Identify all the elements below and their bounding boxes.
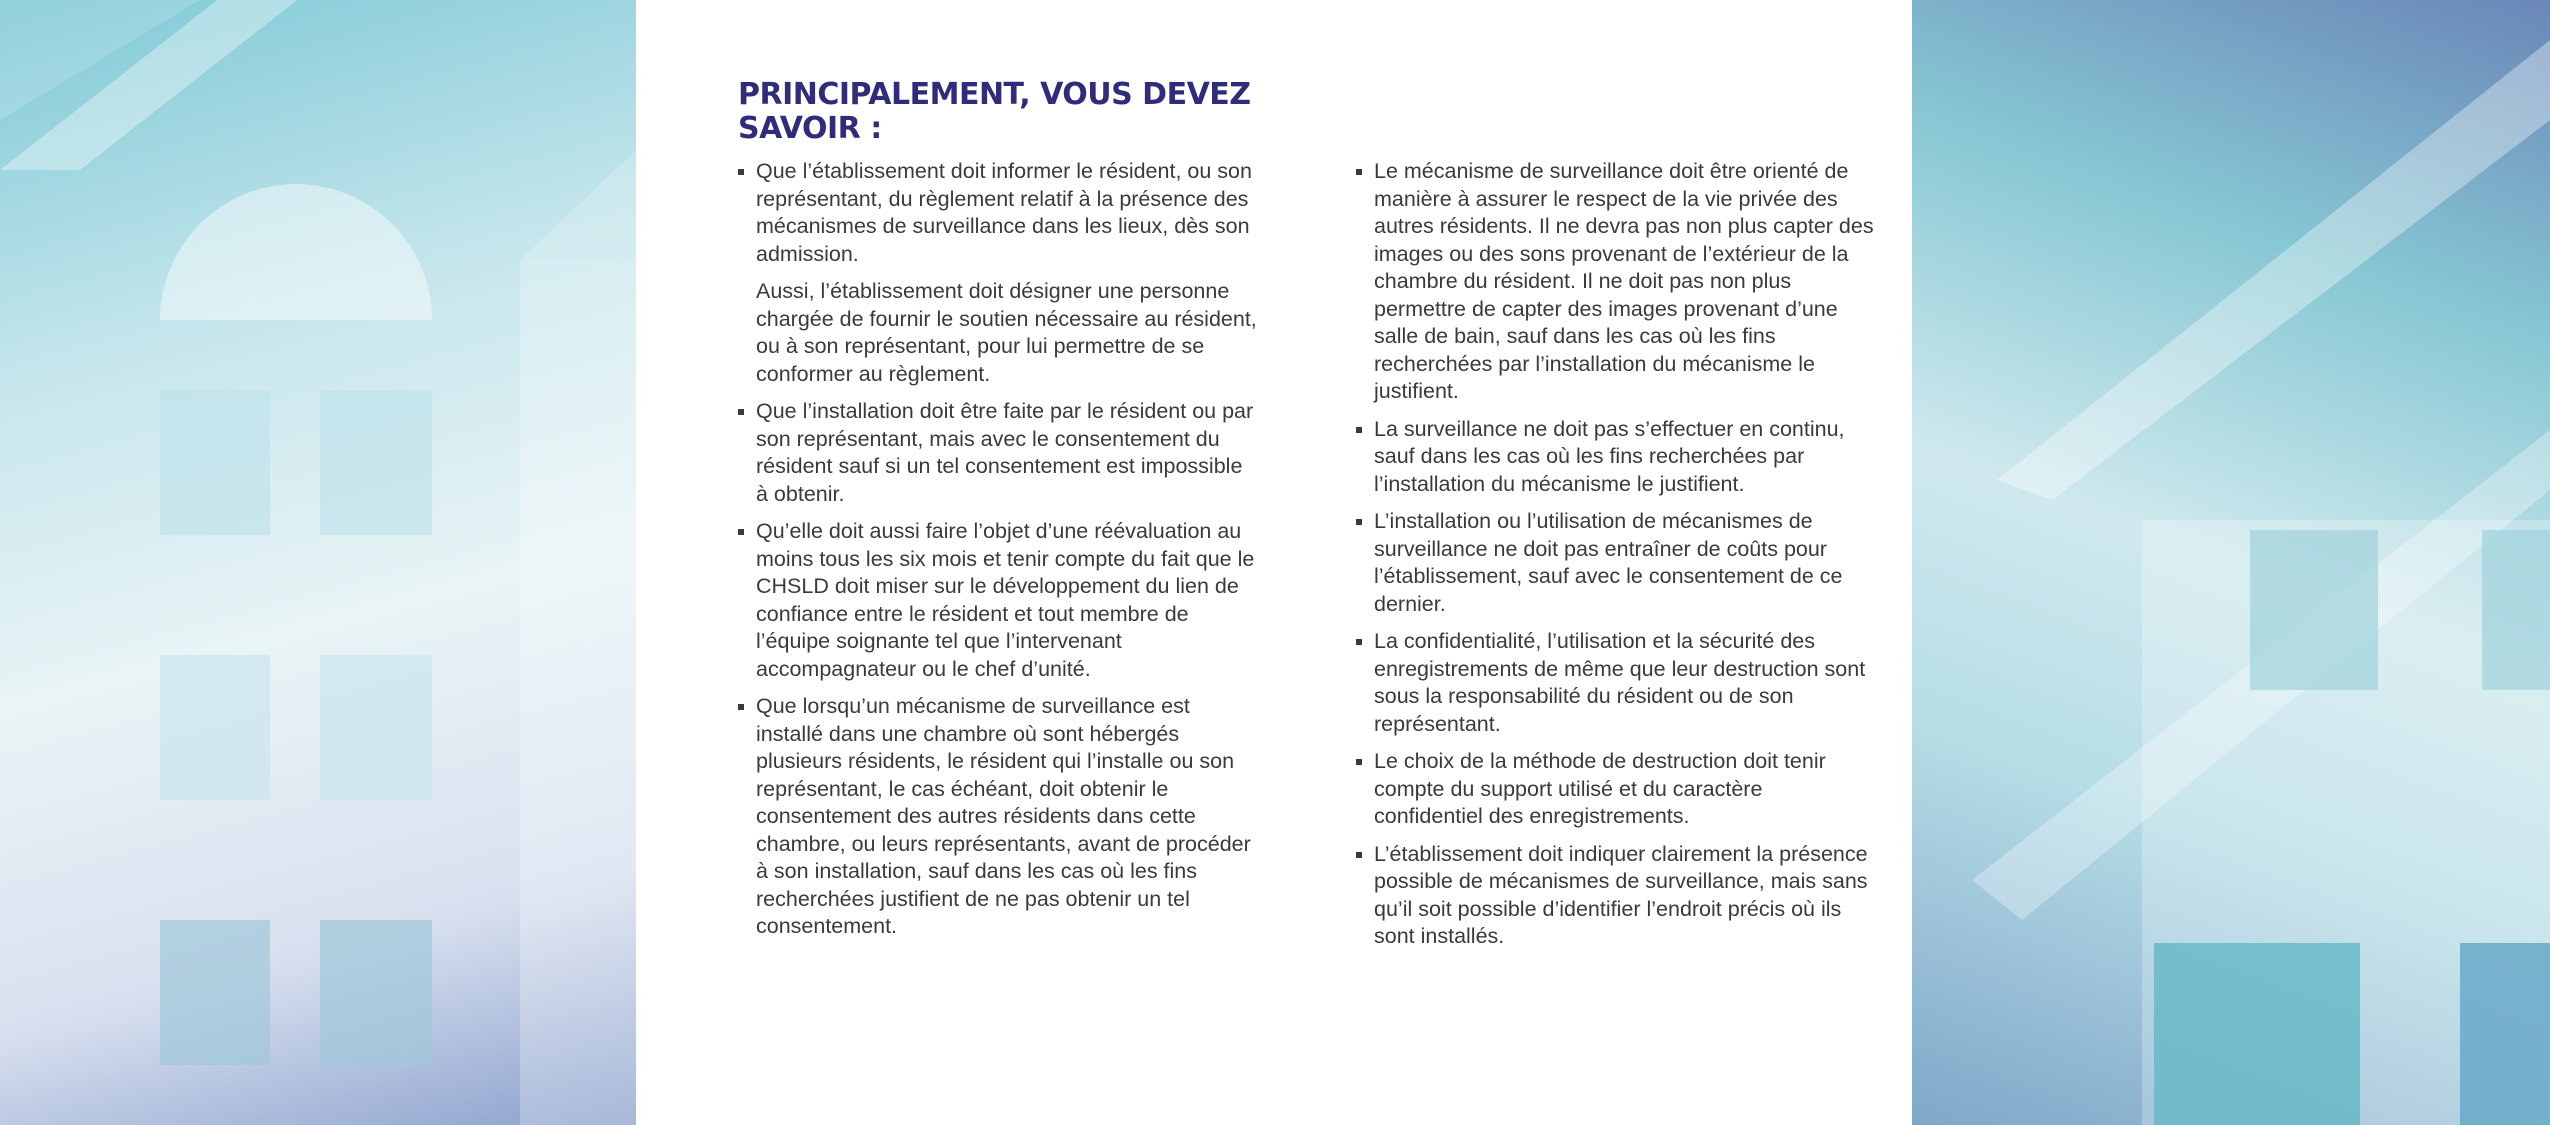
list-item (1356, 628, 1876, 738)
bullet-icon (1356, 519, 1362, 525)
bullet-icon (1356, 427, 1362, 433)
bullet-icon (1356, 639, 1362, 645)
list-item-text: La confidentialité, l’utilisation et la sécurité des enregistrements de même que leur destruction sont sous la responsabilité du résident ou de son représentant. (1374, 629, 1866, 736)
list-item-text: L’établissement doit indiquer clairement la présence possible de mécanismes de surveillance, mais sans qu’il soit possible d’identifier l’endroit précis où ils sont installés. (1374, 841, 1868, 948)
list-item-text: Que lorsqu’un mécanisme de surveillance est installé dans une chambre où sont hébergés plusieurs résidents, le résident qui l’installe ou son représentant, le cas échéant, doit obtenir le consentement des autres résidents dans cette chambre, ou leurs représentants, avant de procéder à son installation, sauf dans les cas où les fins recherchées justifient de ne pas obtenir un tel consentement. (756, 694, 1251, 938)
list-item (1356, 158, 1876, 406)
list-item (738, 693, 1258, 941)
list-item (738, 398, 1258, 508)
list-item-text: Le choix de la méthode de destruction doit tenir compte du support utilisé et du caractère confidentiel des enregistrements. (1374, 749, 1826, 828)
list-item-text: L’installation ou l’utilisation de mécanismes de surveillance ne doit pas entraîner de coûts pour l’établissement, sauf avec le consentement de ce dernier. (1374, 509, 1843, 616)
bullet-icon (738, 409, 744, 415)
list-item (1356, 508, 1876, 618)
list-item-text: Le mécanisme de surveillance doit être orienté de manière à assurer le respect de la vie privée des autres résidents. Il ne devra pas non plus capter des images ou des sons provenant de l’extérieur de la chambre du résident. Il ne doit pas non plus permettre de capter des images provenant d’une salle de bain, sauf dans les cas où les fins recherchées par l’installation du mécanisme le justifient. (1374, 159, 1874, 403)
bullet-icon (1356, 852, 1362, 858)
bullet-icon (738, 704, 744, 710)
list-item (1356, 748, 1876, 831)
list-item (738, 158, 1258, 388)
bullet-icon (738, 169, 744, 175)
house-illustration-right (1912, 0, 2550, 1125)
left-bullet-list (738, 158, 1258, 951)
list-item-text: Que l’installation doit être faite par le résident ou par son représentant, mais avec le consentement du résident sauf si un tel consentement est impossible à obtenir. (756, 399, 1254, 506)
right-decorative-panel (1912, 0, 2550, 1125)
list-item-text: Qu’elle doit aussi faire l’objet d’une réévaluation au moins tous les six mois et tenir compte du fait que le CHSLD doit miser sur le développement du lien de confiance entre le résident et tout membre de l’équipe soignante tel que l’intervenant accompagnateur ou le chef d’unité. (756, 519, 1255, 681)
bullet-icon (1356, 759, 1362, 765)
list-item (738, 518, 1258, 683)
right-bullet-list (1356, 158, 1876, 961)
section-heading: PRINCIPALEMENT, VOUS DEVEZ SAVOIR : (738, 77, 1251, 146)
list-item-continuation: Aussi, l’établissement doit désigner une personne chargée de fournir le soutien nécessaire au résident, ou à son représentant, pour lui permettre de se conformer au règlement. (756, 279, 1257, 386)
house-illustration-left (0, 0, 636, 1125)
list-item (1356, 416, 1876, 499)
left-decorative-panel (0, 0, 636, 1125)
list-item-text: La surveillance ne doit pas s’effectuer en continu, sauf dans les cas où les fins recherchées par l’installation du mécanisme le justifient. (1374, 416, 1845, 496)
list-item-text: Que l’établissement doit informer le résident, ou son représentant, du règlement relatif à la présence des mécanismes de surveillance dans les lieux, dès son admission. (756, 159, 1252, 266)
list-item (1356, 841, 1876, 951)
bullet-icon (738, 529, 744, 535)
bullet-icon (1356, 169, 1362, 175)
